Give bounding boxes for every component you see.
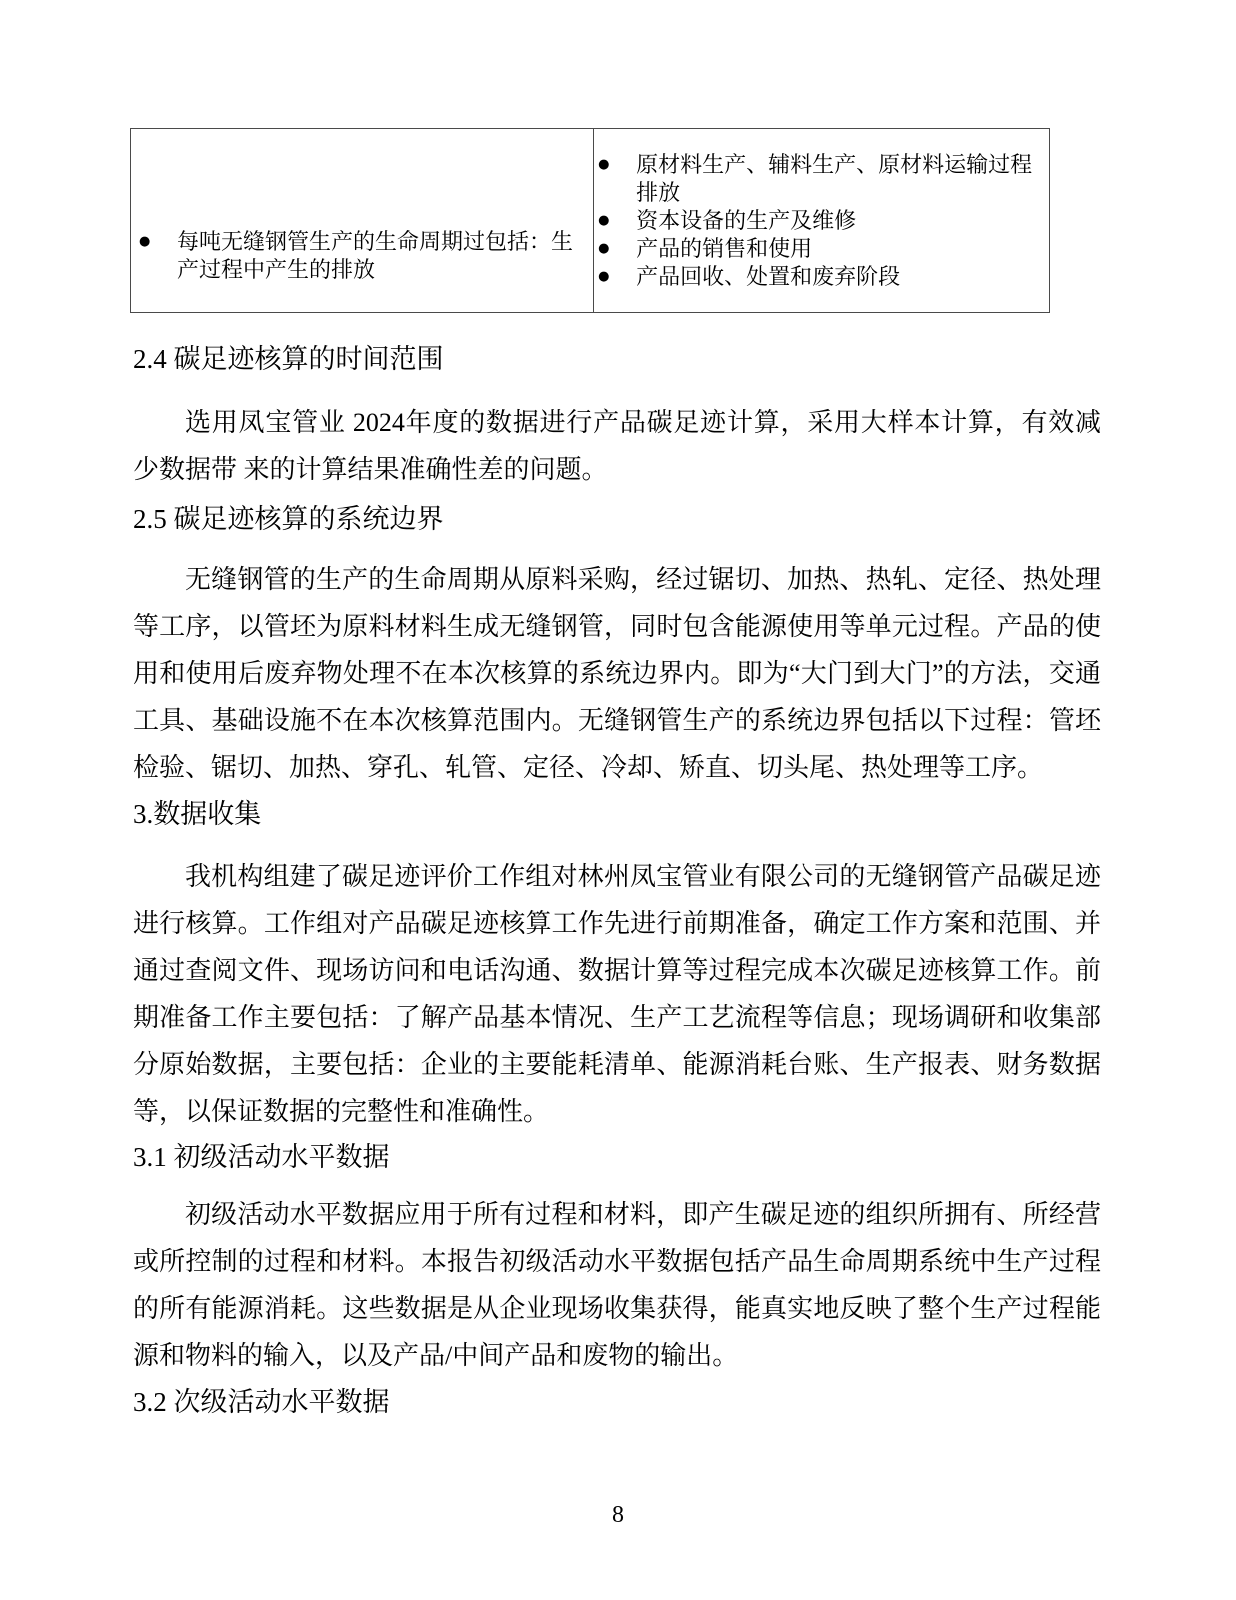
list-item-text: 原材料生产、辅料生产、原材料运输过程排放: [636, 151, 1033, 205]
bullet-icon: ●: [598, 268, 610, 284]
table-row: [131, 129, 1050, 313]
section-heading-2-5: 2.5 碳足迹核算的系统边界: [133, 504, 444, 534]
page-number: 8: [612, 1502, 624, 1528]
list-item-text: 产品的销售和使用: [636, 235, 813, 261]
section-heading-3: 3.数据收集: [133, 799, 262, 829]
emissions-scope-table: [130, 128, 1050, 313]
table-cell-left: [131, 129, 594, 313]
list-item: [598, 207, 1043, 235]
bullet-icon: ●: [598, 156, 610, 172]
section-heading-3-1: 3.1 初级活动水平数据: [133, 1142, 390, 1172]
section-paragraph-3: 我机构组建了碳足迹评价工作组对林州凤宝管业有限公司的无缝钢管产品碳足迹进行核算。工作组对产品碳足迹核算工作先进行前期准备，确定工作方案和范围、并通过查阅文件、现场访问和电话沟通、数据计算等过程完成本次碳足迹核算工作。前期准备工作主要包括：了解产品基本情况、生产工艺流程等信息；现场调研和收集部分原始数据，主要包括：企业的主要能耗清单、能源消耗台账、生产报表、财务数据等，以保证数据的完整性和准确性。: [133, 862, 1101, 1126]
section-paragraph-2-4: 选用凤宝管业 2024年度的数据进行产品碳足迹计算，采用大样本计算，有效减少数据带 来的计算结果准确性差的问题。: [133, 408, 1101, 484]
section-heading-3-2: 3.2 次级活动水平数据: [133, 1387, 390, 1417]
bullet-icon: ●: [598, 212, 610, 228]
list-item-text: 资本设备的生产及维修: [636, 207, 857, 233]
bullet-icon: ●: [598, 240, 610, 256]
page-content: [0, 128, 1236, 1419]
section-paragraph-2-5: 无缝钢管的生产的生命周期从原料采购，经过锯切、加热、热轧、定径、热处理等工序，以管坯为原料材料生成无缝钢管，同时包含能源使用等单元过程。产品的使用和使用后废弃物处理不在本次核算的系统边界内。即为“大门到大门”的方法，交通工具、基础设施不在本次核算范围内。无缝钢管生产的系统边界包括以下过程：管坯检验、锯切、加热、穿孔、轧管、定径、冷却、矫直、切头尾、热处理等工序。: [133, 565, 1101, 782]
list-item: [598, 263, 1043, 291]
list-item-text: 每吨无缝钢管生产的生命周期过包括：生产过程中产生的排放: [177, 229, 574, 282]
bullet-icon: ●: [139, 234, 151, 249]
list-item-text: 产品回收、处置和废弃阶段: [636, 263, 901, 289]
list-item: [598, 235, 1043, 263]
list-item: [139, 228, 589, 284]
list-item: [598, 151, 1043, 207]
section-heading-2-4: 2.4 碳足迹核算的时间范围: [133, 344, 444, 374]
section-paragraph-3-1: 初级活动水平数据应用于所有过程和材料，即产生碳足迹的组织所拥有、所经营或所控制的过程和材料。本报告初级活动水平数据包括产品生命周期系统中生产过程的所有能源消耗。这些数据是从企业现场收集获得，能真实地反映了整个生产过程能源和物料的输入，以及产品/中间产品和废物的输出。: [133, 1200, 1101, 1370]
table-cell-right: [594, 129, 1050, 313]
